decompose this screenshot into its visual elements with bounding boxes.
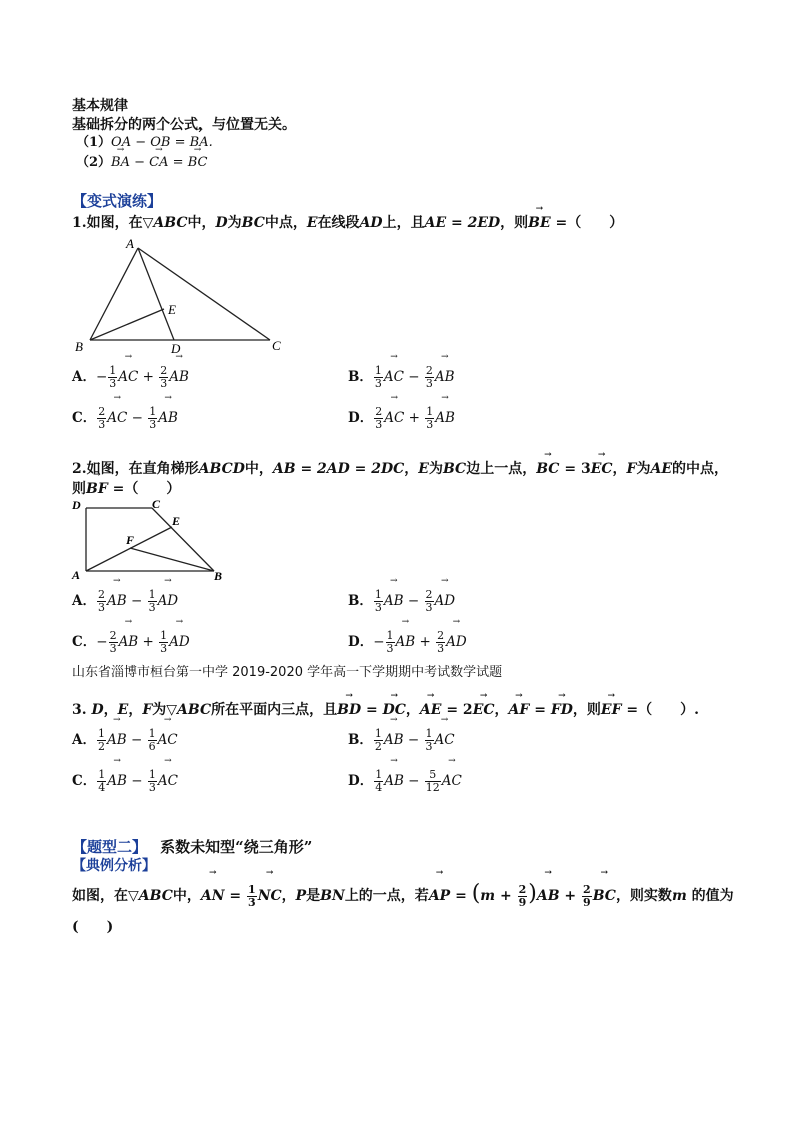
label-A: A [72, 568, 81, 582]
seg-AB [90, 248, 138, 340]
label-C: C [152, 497, 161, 511]
q2-stem-2: 则→ BF =（ ） [72, 480, 180, 498]
q1-figure [70, 236, 290, 356]
label-E: E [172, 514, 181, 528]
rules-intro: 基础拆分的两个公式，与位置无关。 [72, 117, 296, 133]
seg-AC [138, 248, 270, 340]
section-heading-type2: 【题型二】 系数未知型“绕三角形” [72, 838, 313, 856]
label-C: C [272, 338, 281, 353]
q4-stem-2: ( ) [72, 919, 114, 935]
label-B: B [214, 569, 223, 583]
section-heading-variants: 【变式演练】 [72, 192, 163, 210]
label-D: D [171, 341, 181, 356]
q3-stem: 3. D，E，F为▽ABC所在平面内三点，且→ BD = → DC，→ AE = 2→ EC，→ AF = → FD，则→ EF =（ ）. [72, 701, 699, 719]
q2-option-a[interactable]: A． $\frac{2}{3}$ → AB − $\frac{1}{3}$ → AD [72, 586, 178, 616]
seg-BF [130, 548, 214, 571]
q2-stem: 2.如图，在直角梯形ABCD中，AB = 2AD = 2DC，E为BC边上一点，→ BC = 3→ EC，F为AE的中点， [72, 460, 728, 478]
q1-option-b[interactable]: B． $\frac{1}{3}$ → AC − $\frac{2}{3}$ → AB [348, 362, 455, 392]
label-E: E [168, 302, 176, 317]
q4-stem: 如图，在▽ABC中，→ AN = $\frac{1}{3}$ → NC，P是BN上的一点，若→ AP = (m + $\frac{2}{9}$ )→ AB + $\frac{2}{9}$ → BC，则实数m 的值为 [72, 876, 734, 914]
label-D: D [72, 498, 81, 512]
seg-AD [138, 248, 174, 340]
q1-option-a[interactable]: A．− $\frac{1}{3}$ → AC + $\frac{2}{3}$ → AB [72, 362, 189, 392]
q1-option-c[interactable]: C． $\frac{2}{3}$ → AC − $\frac{1}{3}$ → AB [72, 403, 178, 433]
q2-option-b[interactable]: B． $\frac{1}{3}$ → AB − $\frac{2}{3}$ → AD [348, 586, 455, 616]
label-B: B [75, 339, 83, 354]
seg-CB [152, 508, 214, 571]
label-F: F [126, 533, 135, 547]
rules-title: 基本规律 [72, 98, 128, 114]
seg-BE [90, 309, 164, 340]
source-note: 山东省淄博市桓台第一中学 2019-2020 学年高一下学期期中考试数学试题 [72, 665, 503, 680]
q2-figure [68, 496, 238, 586]
q3-option-a[interactable]: A． $\frac{1}{2}$ → AB − $\frac{1}{6}$ → AC [72, 725, 178, 755]
q3-option-b[interactable]: B． $\frac{1}{2}$ → AB − $\frac{1}{3}$ → AC [348, 725, 455, 755]
section-sub-example: 【典例分析】 [72, 858, 156, 874]
q2-option-d[interactable]: D．− $\frac{1}{3}$ → AB + $\frac{2}{3}$ → AD [348, 627, 467, 657]
label-A: A [126, 236, 134, 251]
formula-2: （2）→ BA − → CA = → BC [76, 155, 207, 171]
q1-option-d[interactable]: D． $\frac{2}{3}$ → AC + $\frac{1}{3}$ → AB [348, 403, 455, 433]
formula-1: （1）→ OA − → OB = → BA. [76, 135, 213, 151]
q3-option-c[interactable]: C． $\frac{1}{4}$ → AB − $\frac{1}{3}$ → AC [72, 766, 178, 796]
q2-option-c[interactable]: C．− $\frac{2}{3}$ → AB + $\frac{1}{3}$ → AD [72, 627, 190, 657]
q1-stem: 1.如图，在▽ABC中，D为BC中点，E在线段AD上，且AE = 2ED，则→ BE =（ ） [72, 214, 623, 232]
q3-option-d[interactable]: D． $\frac{1}{4}$ → AB − $\frac{5}{12}$ → AC [348, 766, 462, 796]
